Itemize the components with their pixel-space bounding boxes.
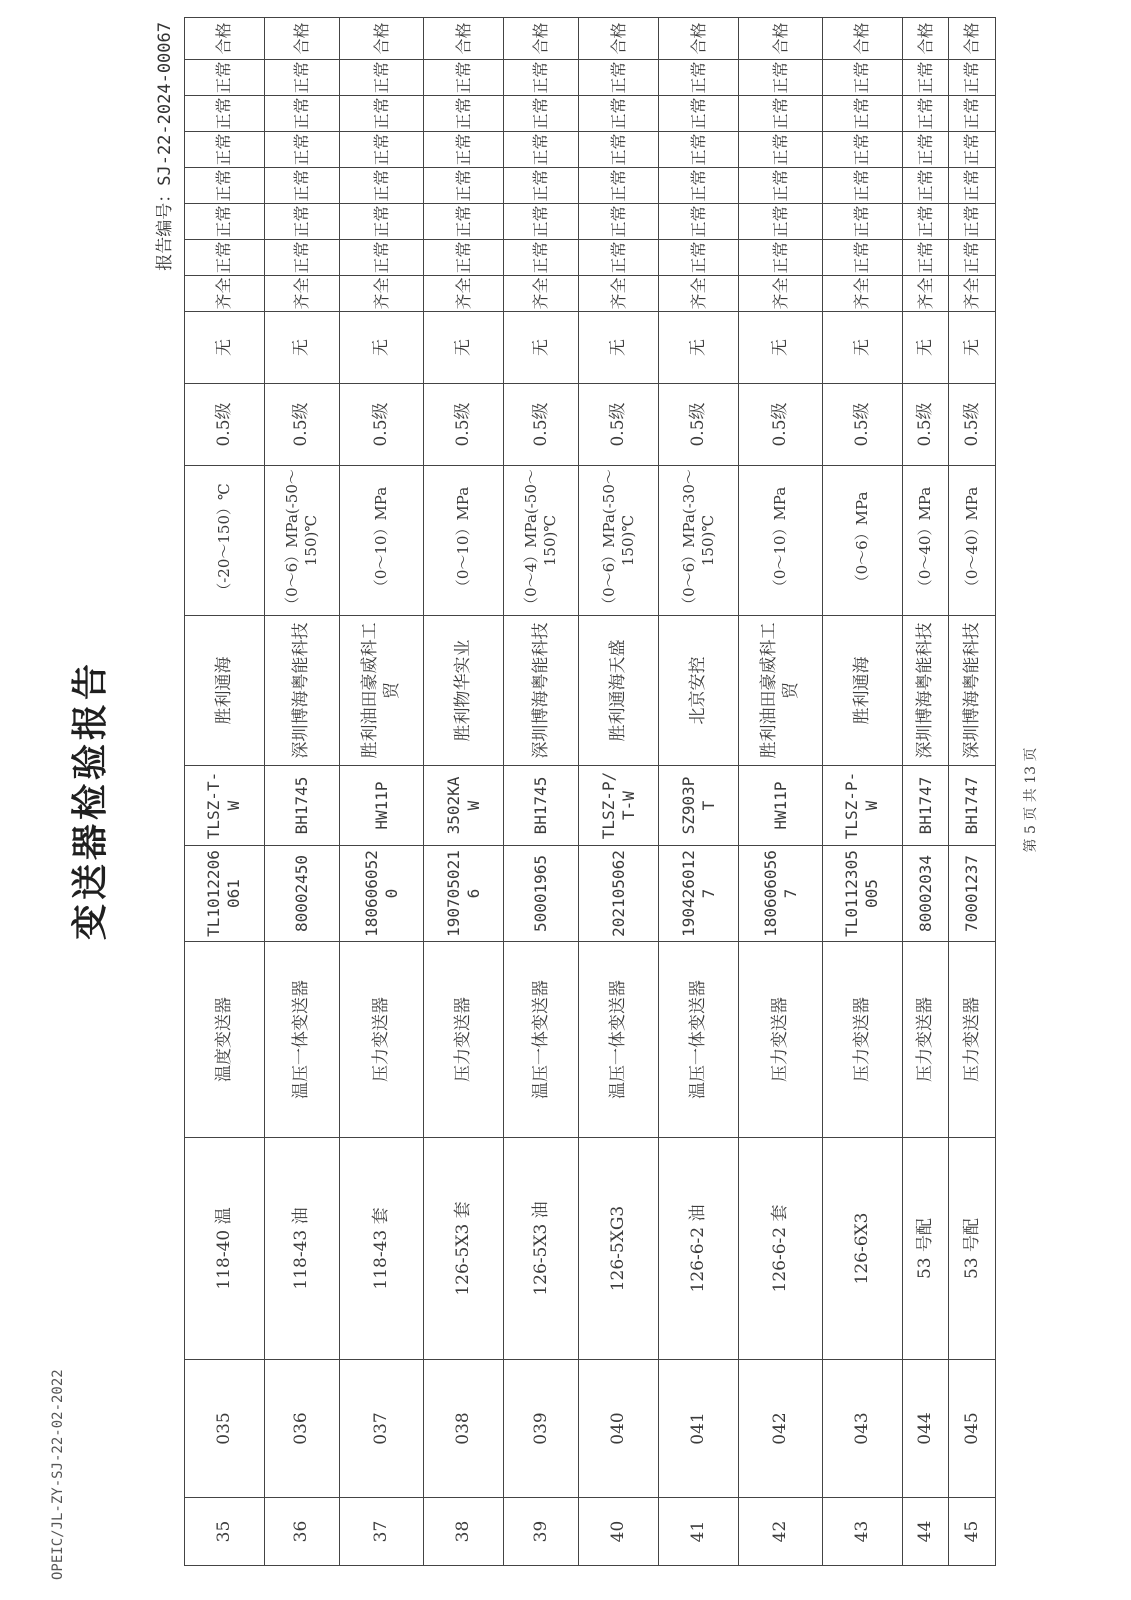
cell-c6: 正常 (340, 96, 424, 132)
cell-c5: 正常 (738, 132, 822, 168)
cell-c7: 正常 (424, 60, 504, 96)
cell-location: 126-6X3 (823, 1138, 903, 1360)
cell-result: 合格 (504, 18, 579, 60)
cell-maker: 胜利通海 (185, 616, 265, 766)
cell-result: 合格 (738, 18, 822, 60)
cell-range: （0～10）MPa (424, 466, 504, 616)
cell-c6: 正常 (902, 96, 949, 132)
cell-maker: 深圳博海粤能科技 (902, 616, 949, 766)
cell-c2: 正常 (949, 240, 996, 276)
cell-c2: 正常 (902, 240, 949, 276)
cell-maker: 胜利物华实业 (424, 616, 504, 766)
cell-c1: 齐全 (823, 276, 903, 312)
cell-accuracy: 0.5级 (340, 384, 424, 466)
cell-c7: 正常 (264, 60, 339, 96)
cell-range: （0～6）MPa (823, 466, 903, 616)
cell-defect: 无 (902, 312, 949, 384)
cell-maker: 胜利通海天盛 (579, 616, 659, 766)
cell-no: 035 (185, 1360, 265, 1498)
cell-range: （0～4）MPa(-50～150)℃ (504, 466, 579, 616)
cell-c1: 齐全 (264, 276, 339, 312)
cell-c2: 正常 (579, 240, 659, 276)
cell-c3: 正常 (949, 204, 996, 240)
cell-c3: 正常 (185, 204, 265, 240)
cell-serial: 50001965 (504, 846, 579, 942)
cell-c1: 齐全 (738, 276, 822, 312)
cell-location: 118-43 套 (340, 1138, 424, 1360)
cell-c6: 正常 (659, 96, 739, 132)
cell-defect: 无 (340, 312, 424, 384)
cell-model: HW11P (738, 766, 822, 846)
page-title: 变送器检验报告 (70, 660, 111, 941)
cell-defect: 无 (659, 312, 739, 384)
cell-accuracy: 0.5级 (185, 384, 265, 466)
cell-no: 038 (424, 1360, 504, 1498)
cell-no: 037 (340, 1360, 424, 1498)
cell-c5: 正常 (949, 132, 996, 168)
cell-maker: 北京安控 (659, 616, 739, 766)
cell-defect: 无 (504, 312, 579, 384)
cell-c2: 正常 (738, 240, 822, 276)
cell-c6: 正常 (579, 96, 659, 132)
cell-maker: 胜利油田豪威科工贸 (340, 616, 424, 766)
cell-seq: 43 (823, 1498, 903, 1566)
cell-c1: 齐全 (902, 276, 949, 312)
cell-c6: 正常 (738, 96, 822, 132)
cell-c5: 正常 (340, 132, 424, 168)
cell-c4: 正常 (264, 168, 339, 204)
cell-c1: 齐全 (340, 276, 424, 312)
cell-c2: 正常 (823, 240, 903, 276)
cell-defect: 无 (949, 312, 996, 384)
cell-c1: 齐全 (424, 276, 504, 312)
cell-serial: 190705021 6 (424, 846, 504, 942)
cell-result: 合格 (185, 18, 265, 60)
cell-model: 3502KA W (424, 766, 504, 846)
cell-model: SZ903P T (659, 766, 739, 846)
cell-name: 温度变送器 (185, 942, 265, 1138)
cell-range: （0～40）MPa (902, 466, 949, 616)
cell-c2: 正常 (340, 240, 424, 276)
cell-c3: 正常 (264, 204, 339, 240)
cell-accuracy: 0.5级 (949, 384, 996, 466)
cell-c5: 正常 (185, 132, 265, 168)
inspection-table (184, 17, 996, 1566)
cell-location: 118-40 温 (185, 1138, 265, 1360)
cell-seq: 35 (185, 1498, 265, 1566)
cell-model: TLSZ-P-W (823, 766, 903, 846)
cell-range: （-20～150）℃ (185, 466, 265, 616)
cell-serial: 80002034 (902, 846, 949, 942)
form-code: OPEIC/JL-ZY-SJ-22-02-2022 (50, 1369, 66, 1580)
cell-accuracy: 0.5级 (504, 384, 579, 466)
cell-name: 温压一体变送器 (579, 942, 659, 1138)
cell-c2: 正常 (659, 240, 739, 276)
cell-serial: TL1012206061 (185, 846, 265, 942)
cell-maker: 深圳博海粤能科技 (504, 616, 579, 766)
cell-c7: 正常 (823, 60, 903, 96)
cell-c1: 齐全 (579, 276, 659, 312)
table-row (738, 18, 822, 1566)
cell-c1: 齐全 (659, 276, 739, 312)
cell-c7: 正常 (185, 60, 265, 96)
cell-c7: 正常 (659, 60, 739, 96)
cell-c6: 正常 (185, 96, 265, 132)
cell-seq: 45 (949, 1498, 996, 1566)
cell-c5: 正常 (823, 132, 903, 168)
table-row (504, 18, 579, 1566)
cell-c4: 正常 (185, 168, 265, 204)
cell-c7: 正常 (949, 60, 996, 96)
cell-location: 126-5XG3 (579, 1138, 659, 1360)
cell-defect: 无 (264, 312, 339, 384)
cell-location: 126-5X3 套 (424, 1138, 504, 1360)
cell-model: TLSZ-P/T-W (579, 766, 659, 846)
cell-location: 118-43 油 (264, 1138, 339, 1360)
cell-result: 合格 (264, 18, 339, 60)
cell-name: 压力变送器 (738, 942, 822, 1138)
cell-model: BH1745 (264, 766, 339, 846)
cell-c4: 正常 (659, 168, 739, 204)
cell-c4: 正常 (504, 168, 579, 204)
cell-c6: 正常 (264, 96, 339, 132)
cell-c2: 正常 (185, 240, 265, 276)
cell-serial: 202105062 (579, 846, 659, 942)
table-row (902, 18, 949, 1566)
cell-c6: 正常 (823, 96, 903, 132)
cell-defect: 无 (185, 312, 265, 384)
cell-c7: 正常 (902, 60, 949, 96)
cell-no: 041 (659, 1360, 739, 1498)
cell-serial: 80002450 (264, 846, 339, 942)
cell-result: 合格 (424, 18, 504, 60)
cell-seq: 40 (579, 1498, 659, 1566)
cell-defect: 无 (424, 312, 504, 384)
cell-model: HW11P (340, 766, 424, 846)
cell-c6: 正常 (424, 96, 504, 132)
cell-c3: 正常 (579, 204, 659, 240)
cell-accuracy: 0.5级 (659, 384, 739, 466)
cell-no: 044 (902, 1360, 949, 1498)
cell-c3: 正常 (902, 204, 949, 240)
cell-seq: 38 (424, 1498, 504, 1566)
cell-model: BH1747 (902, 766, 949, 846)
cell-c5: 正常 (504, 132, 579, 168)
cell-location: 126-6-2 套 (738, 1138, 822, 1360)
table-row (264, 18, 339, 1566)
cell-c4: 正常 (949, 168, 996, 204)
cell-c5: 正常 (579, 132, 659, 168)
table-body (185, 18, 996, 1566)
cell-serial: 190426012 7 (659, 846, 739, 942)
cell-accuracy: 0.5级 (264, 384, 339, 466)
cell-seq: 44 (902, 1498, 949, 1566)
cell-seq: 39 (504, 1498, 579, 1566)
cell-result: 合格 (659, 18, 739, 60)
cell-defect: 无 (823, 312, 903, 384)
cell-c7: 正常 (504, 60, 579, 96)
cell-defect: 无 (738, 312, 822, 384)
cell-c4: 正常 (424, 168, 504, 204)
cell-c5: 正常 (659, 132, 739, 168)
cell-no: 042 (738, 1360, 822, 1498)
cell-result: 合格 (340, 18, 424, 60)
cell-seq: 42 (738, 1498, 822, 1566)
cell-accuracy: 0.5级 (579, 384, 659, 466)
cell-c6: 正常 (949, 96, 996, 132)
page-footer: 第 5 页 共 13 页 (1023, 747, 1039, 853)
cell-c1: 齐全 (504, 276, 579, 312)
cell-c4: 正常 (902, 168, 949, 204)
cell-range: （0～6）MPa(-50～150)℃ (264, 466, 339, 616)
cell-c4: 正常 (738, 168, 822, 204)
cell-name: 压力变送器 (823, 942, 903, 1138)
cell-c7: 正常 (340, 60, 424, 96)
cell-c4: 正常 (340, 168, 424, 204)
cell-c3: 正常 (659, 204, 739, 240)
cell-accuracy: 0.5级 (902, 384, 949, 466)
cell-seq: 37 (340, 1498, 424, 1566)
cell-location: 53 号配 (949, 1138, 996, 1360)
cell-name: 压力变送器 (902, 942, 949, 1138)
cell-c5: 正常 (424, 132, 504, 168)
table-row (949, 18, 996, 1566)
table-row (823, 18, 903, 1566)
cell-no: 043 (823, 1360, 903, 1498)
cell-seq: 41 (659, 1498, 739, 1566)
cell-result: 合格 (949, 18, 996, 60)
table-row (424, 18, 504, 1566)
cell-no: 045 (949, 1360, 996, 1498)
cell-serial: 180606052 0 (340, 846, 424, 942)
cell-maker: 深圳博海粤能科技 (264, 616, 339, 766)
cell-c4: 正常 (579, 168, 659, 204)
cell-serial: 180606056 7 (738, 846, 822, 942)
cell-c3: 正常 (424, 204, 504, 240)
cell-range: （0～10）MPa (738, 466, 822, 616)
cell-no: 040 (579, 1360, 659, 1498)
cell-c1: 齐全 (949, 276, 996, 312)
cell-c3: 正常 (340, 204, 424, 240)
cell-model: TLSZ-T-W (185, 766, 265, 846)
cell-name: 压力变送器 (424, 942, 504, 1138)
table-row (659, 18, 739, 1566)
cell-c3: 正常 (823, 204, 903, 240)
cell-c5: 正常 (264, 132, 339, 168)
cell-result: 合格 (823, 18, 903, 60)
cell-accuracy: 0.5级 (738, 384, 822, 466)
cell-c2: 正常 (264, 240, 339, 276)
cell-serial: TL0112305005 (823, 846, 903, 942)
cell-location: 53 号配 (902, 1138, 949, 1360)
cell-serial: 70001237 (949, 846, 996, 942)
cell-range: （0～6）MPa(-30～150)℃ (659, 466, 739, 616)
cell-c6: 正常 (504, 96, 579, 132)
cell-c5: 正常 (902, 132, 949, 168)
cell-c2: 正常 (504, 240, 579, 276)
cell-c4: 正常 (823, 168, 903, 204)
cell-range: （0～6）MPa(-50～150)℃ (579, 466, 659, 616)
cell-seq: 36 (264, 1498, 339, 1566)
cell-no: 039 (504, 1360, 579, 1498)
cell-name: 压力变送器 (949, 942, 996, 1138)
cell-range: （0～40）MPa (949, 466, 996, 616)
cell-c3: 正常 (504, 204, 579, 240)
cell-c7: 正常 (579, 60, 659, 96)
cell-model: BH1747 (949, 766, 996, 846)
cell-accuracy: 0.5级 (823, 384, 903, 466)
cell-no: 036 (264, 1360, 339, 1498)
cell-range: （0～10）MPa (340, 466, 424, 616)
cell-name: 压力变送器 (340, 942, 424, 1138)
cell-c2: 正常 (424, 240, 504, 276)
cell-accuracy: 0.5级 (424, 384, 504, 466)
cell-maker: 深圳博海粤能科技 (949, 616, 996, 766)
table-row (579, 18, 659, 1566)
table-row (185, 18, 265, 1566)
cell-result: 合格 (902, 18, 949, 60)
cell-name: 温压一体变送器 (659, 942, 739, 1138)
cell-result: 合格 (579, 18, 659, 60)
cell-maker: 胜利通海 (823, 616, 903, 766)
cell-model: BH1745 (504, 766, 579, 846)
cell-name: 温压一体变送器 (504, 942, 579, 1138)
cell-name: 温压一体变送器 (264, 942, 339, 1138)
cell-maker: 胜利油田豪威科工贸 (738, 616, 822, 766)
cell-location: 126-6-2 油 (659, 1138, 739, 1360)
cell-location: 126-5X3 油 (504, 1138, 579, 1360)
table-row (340, 18, 424, 1566)
cell-defect: 无 (579, 312, 659, 384)
report-number: 报告编号：SJ-22-2024-00067 (155, 22, 175, 271)
cell-c3: 正常 (738, 204, 822, 240)
cell-c1: 齐全 (185, 276, 265, 312)
cell-c7: 正常 (738, 60, 822, 96)
